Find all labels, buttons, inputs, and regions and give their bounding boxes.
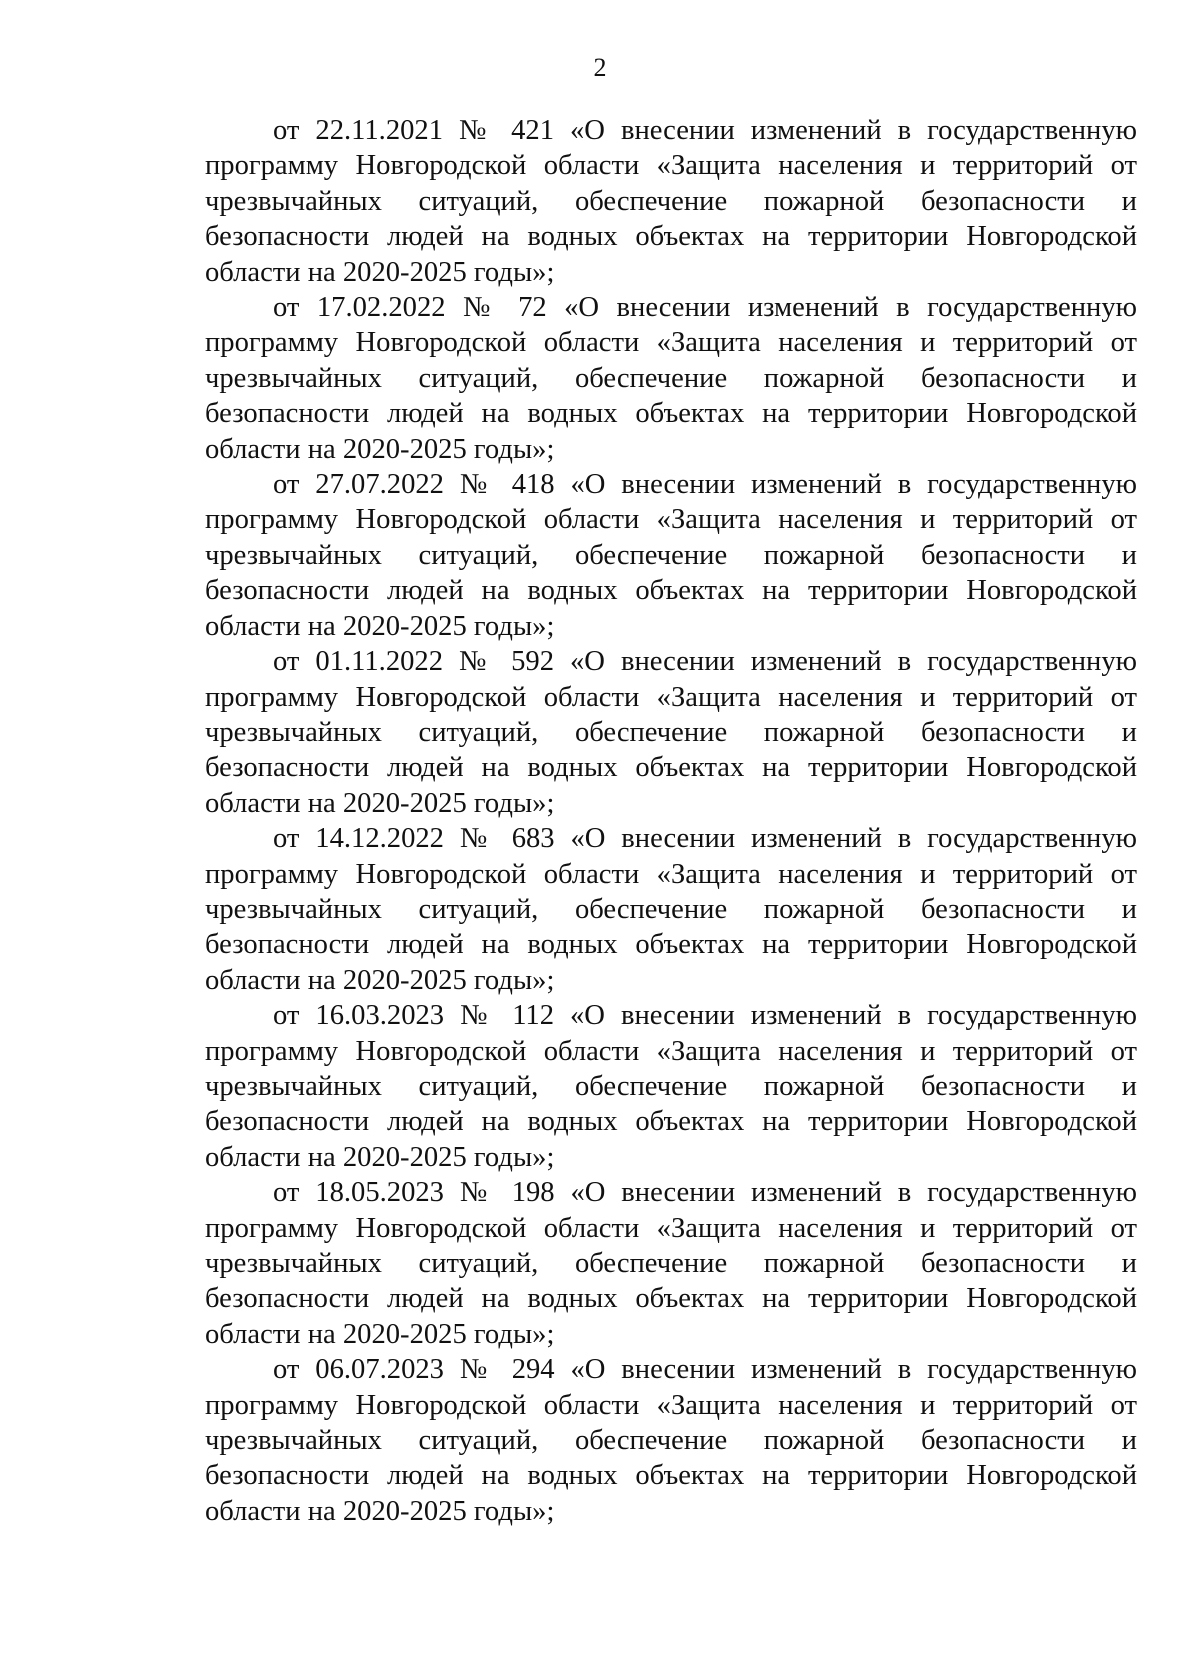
list-item-paragraph: от 01.11.2022 № 592 «О внесении изменений в государственную программу Новгородской области «Защита населения и территорий от чрезвычайных ситуаций, обеспечение пожарной безопасности и безопасности людей на водных объектах на территории Новгородской области на 2020-2025 годы»;: [205, 646, 1137, 819]
list-item-paragraph: от 18.05.2023 № 198 «О внесении изменений в государственную программу Новгородской области «Защита населения и территорий от чрезвычайных ситуаций, обеспечение пожарной безопасности и безопасности людей на водных объектах на территории Новгородской области на 2020-2025 годы»;: [205, 1177, 1137, 1350]
list-item-paragraph: от 14.12.2022 № 683 «О внесении изменений в государственную программу Новгородской области «Защита населения и территорий от чрезвычайных ситуаций, обеспечение пожарной безопасности и безопасности людей на водных объектах на территории Новгородской области на 2020-2025 годы»;: [205, 823, 1137, 996]
document-body: [205, 113, 1137, 1529]
list-item-paragraph: от 16.03.2023 № 112 «О внесении изменений в государственную программу Новгородской области «Защита населения и территорий от чрезвычайных ситуаций, обеспечение пожарной безопасности и безопасности людей на водных объектах на территории Новгородской области на 2020-2025 годы»;: [205, 1000, 1137, 1173]
list-item-paragraph: от 22.11.2021 № 421 «О внесении изменений в государственную программу Новгородской области «Защита населения и территорий от чрезвычайных ситуаций, обеспечение пожарной безопасности и безопасности людей на водных объектах на территории Новгородской области на 2020-2025 годы»;: [205, 115, 1137, 288]
list-item-paragraph: от 17.02.2022 № 72 «О внесении изменений в государственную программу Новгородской области «Защита населения и территорий от чрезвычайных ситуаций, обеспечение пожарной безопасности и безопасности людей на водных объектах на территории Новгородской области на 2020-2025 годы»;: [205, 292, 1137, 465]
page-number: 2: [593, 53, 607, 82]
list-item-paragraph: от 06.07.2023 № 294 «О внесении изменений в государственную программу Новгородской области «Защита населения и территорий от чрезвычайных ситуаций, обеспечение пожарной безопасности и безопасности людей на водных объектах на территории Новгородской области на 2020-2025 годы»;: [205, 1354, 1137, 1527]
list-item-paragraph: от 27.07.2022 № 418 «О внесении изменений в государственную программу Новгородской области «Защита населения и территорий от чрезвычайных ситуаций, обеспечение пожарной безопасности и безопасности людей на водных объектах на территории Новгородской области на 2020-2025 годы»;: [205, 469, 1137, 642]
